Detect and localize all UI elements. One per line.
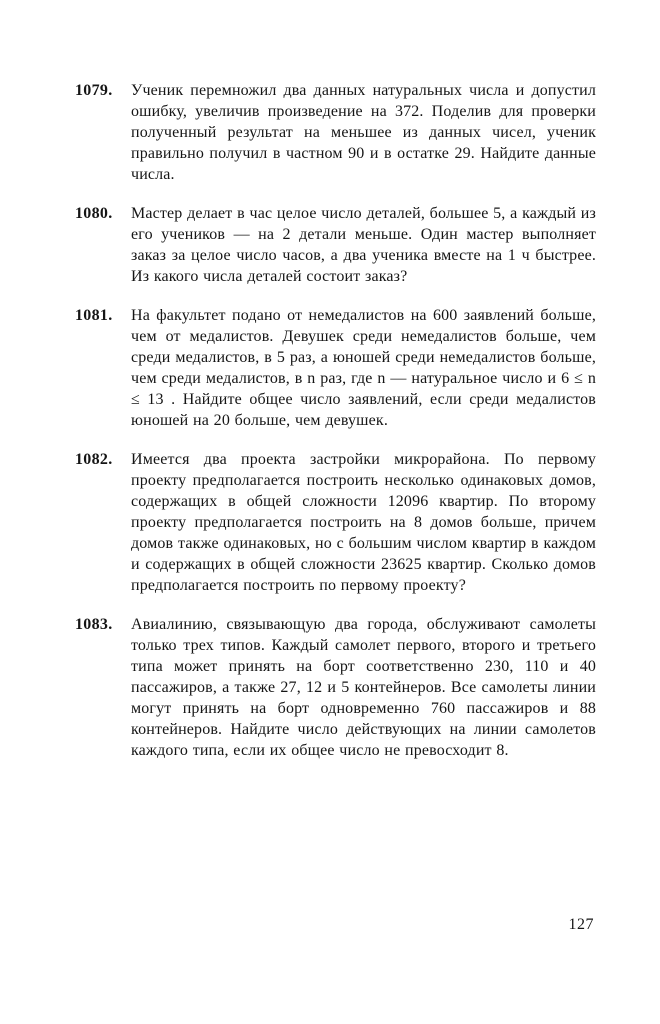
problem-text: На факультет подано от немедалистов на 600 заявлений больше, чем от медалистов. Девушек среди немедалистов больше, чем среди медалистов, в 5 раз, а юношей среди немедалистов больше, чем среди медалистов, в n раз, где n — натуральное число и 6 ≤ n ≤ 13 . Найдите общее число заявлений, если среди медалистов юношей на 20 больше, чем девушек. (131, 307, 596, 429)
problem-text: Имеется два проекта застройки микрорайона. По первому проекту предполагается построить несколько одинаковых домов, содержащих в общей сложности 12096 квартир. По второму проекту предполагается построить на 8 домов больше, причем домов также одинаковых, но с большим числом квартир в каждом и содержащих в общей сложности 23625 квартир. Сколько домов предполагается построить по первому проекту? (131, 451, 596, 594)
problem-item (75, 203, 596, 287)
problem-text: Мастер делает в час целое число деталей, большее 5, а каждый из его учеников — на 2 детали меньше. Один мастер выполняет заказ за целое число часов, а два ученика вместе на 1 ч быстрее. Из какого числа деталей состоит заказ? (131, 205, 596, 285)
problem-number: 1083. (75, 616, 113, 633)
problem-list (75, 80, 596, 779)
problem-item (75, 80, 596, 185)
problem-item (75, 449, 596, 596)
problem-item (75, 614, 596, 761)
problem-number: 1081. (75, 307, 113, 324)
problem-number: 1082. (75, 451, 113, 468)
problem-number: 1079. (75, 82, 113, 99)
problem-text: Авиалинию, связывающую два города, обслуживают самолеты только трех типов. Каждый самолет первого, второго и третьего типа может принять на борт соответственно 230, 110 и 40 пассажиров, а также 27, 12 и 5 контейнеров. Все самолеты линии могут принять на борт одновременно 760 пассажиров и 88 контейнеров. Найдите число действующих на линии самолетов каждого типа, если их общее число не превосходит 8. (131, 616, 596, 759)
page-number: 127 (568, 916, 594, 933)
problem-text: Ученик перемножил два данных натуральных числа и допустил ошибку, увеличив произведение на 372. Поделив для проверки полученный результат на меньшее из данных чисел, ученик правильно получил в частном 90 и в остатке 29. Найдите данные числа. (131, 82, 596, 183)
problem-item (75, 305, 596, 431)
problem-number: 1080. (75, 205, 113, 222)
